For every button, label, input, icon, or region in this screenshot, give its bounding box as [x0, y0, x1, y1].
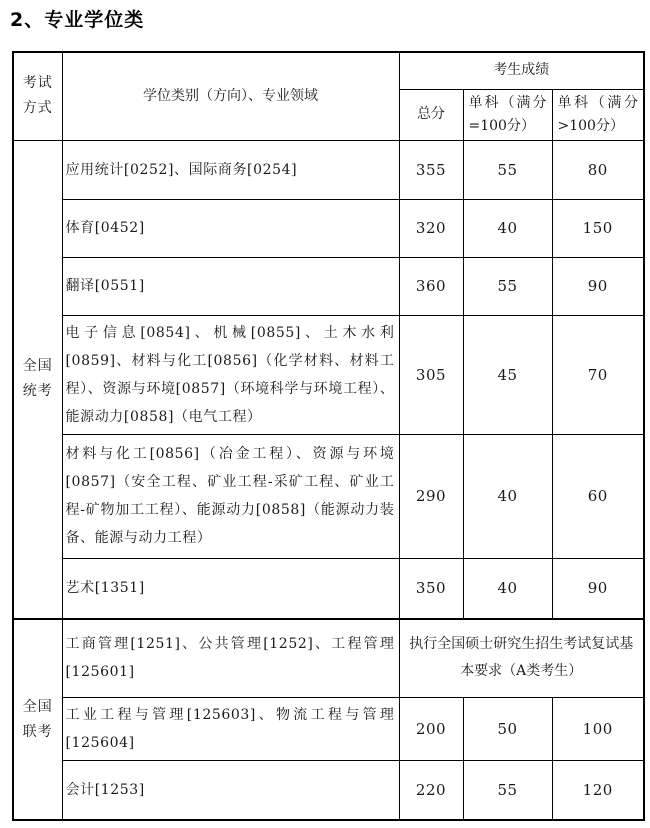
single-gt100-cell: 90 — [552, 558, 644, 619]
program-cell: 工商管理[1251]、公共管理[1252]、工程管理[125601] — [62, 619, 399, 697]
single-100-cell: 45 — [463, 315, 552, 434]
requirement-note-cell: 执行全国硕士研究生招生考试复试基本要求（A类考生） — [399, 619, 644, 697]
single-100-cell: 55 — [463, 257, 552, 315]
table-row — [13, 315, 644, 434]
table-row — [13, 697, 644, 760]
table-row — [13, 619, 644, 697]
header-exam-mode: 考试方式 — [13, 52, 62, 140]
single-gt100-cell: 90 — [552, 257, 644, 315]
total-score-cell: 320 — [399, 199, 463, 257]
header-category: 学位类别（方向）、专业领域 — [62, 52, 399, 140]
score-table — [12, 51, 645, 821]
table-row — [13, 434, 644, 558]
total-score-cell: 355 — [399, 140, 463, 199]
program-cell: 应用统计[0252]、国际商务[0254] — [62, 140, 399, 199]
exam-mode-cell: 全国联考 — [13, 619, 62, 820]
single-100-cell: 40 — [463, 558, 552, 619]
page — [0, 7, 650, 821]
single-100-cell: 40 — [463, 434, 552, 558]
single-gt100-cell: 70 — [552, 315, 644, 434]
single-gt100-cell: 100 — [552, 697, 644, 760]
program-cell: 翻译[0551] — [62, 257, 399, 315]
single-100-cell: 55 — [463, 760, 552, 820]
program-cell: 工业工程与管理[125603]、物流工程与管理[125604] — [62, 697, 399, 760]
program-cell: 材料与化工[0856]（冶金工程）、资源与环境[0857]（安全工程、矿业工程-采矿工程、矿业工程-矿物加工工程）、能源动力[0858]（能源动力装备、能源与动力工程） — [62, 434, 399, 558]
single-gt100-cell: 80 — [552, 140, 644, 199]
header-single-eq100: 单科（满分=100分） — [463, 89, 552, 140]
page-title: 2、专业学位类 — [10, 9, 145, 31]
program-cell: 艺术[1351] — [62, 558, 399, 619]
table-row — [13, 257, 644, 315]
total-score-cell: 220 — [399, 760, 463, 820]
single-gt100-cell: 150 — [552, 199, 644, 257]
exam-mode-cell: 全国统考 — [13, 140, 62, 619]
program-cell: 体育[0452] — [62, 199, 399, 257]
header-total-score: 总分 — [399, 89, 463, 140]
single-100-cell: 40 — [463, 199, 552, 257]
table-row — [13, 558, 644, 619]
table-row — [13, 140, 644, 199]
program-cell: 会计[1253] — [62, 760, 399, 820]
single-gt100-cell: 120 — [552, 760, 644, 820]
header-row-1 — [13, 52, 644, 89]
total-score-cell: 305 — [399, 315, 463, 434]
single-100-cell: 50 — [463, 697, 552, 760]
single-100-cell: 55 — [463, 140, 552, 199]
total-score-cell: 290 — [399, 434, 463, 558]
header-single-gt100: 单科（满分>100分） — [552, 89, 644, 140]
single-gt100-cell: 60 — [552, 434, 644, 558]
table-row — [13, 760, 644, 820]
table-row — [13, 199, 644, 257]
total-score-cell: 360 — [399, 257, 463, 315]
total-score-cell: 200 — [399, 697, 463, 760]
total-score-cell: 350 — [399, 558, 463, 619]
program-cell: 电子信息[0854]、机械[0855]、土木水利[0859]、材料与化工[0856]（化学材料、材料工程）、资源与环境[0857]（环境科学与环境工程）、能源动力[0858]（电气工程） — [62, 315, 399, 434]
header-score-group: 考生成绩 — [399, 52, 644, 89]
